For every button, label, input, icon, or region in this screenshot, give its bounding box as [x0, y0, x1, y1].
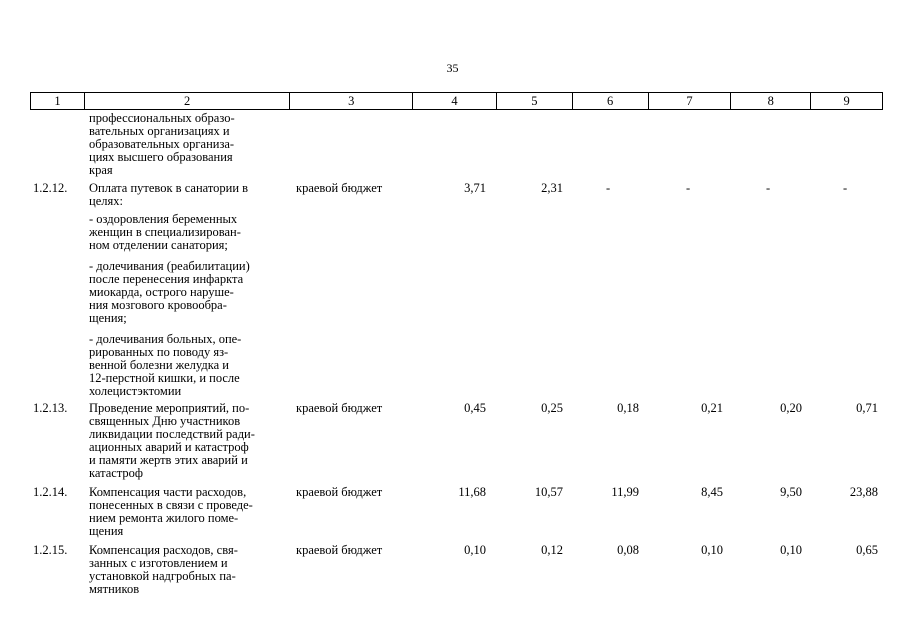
value-col-7: 8,45: [701, 485, 723, 499]
row-description: Оплата путевок в санатории в целях:: [89, 181, 249, 208]
value-col-7: 0,21: [701, 401, 723, 415]
value-col-8: 9,50: [780, 485, 802, 499]
row-code: 1.2.12.: [33, 181, 68, 195]
row-code: 1.2.15.: [33, 543, 68, 557]
list-item: - долечивания больных, опе- рированных по поводу яз- венной болезни желудка и 12-перстной кишки, и после холецистэктомии: [89, 332, 242, 398]
value-col-4: 3,71: [464, 181, 486, 195]
value-col-6: 11,99: [611, 485, 639, 499]
row-code: 1.2.13.: [33, 401, 68, 415]
header-col-1: 1: [31, 93, 85, 109]
header-col-4: 4: [413, 93, 497, 109]
header-col-5: 5: [497, 93, 573, 109]
value-col-9: 0,65: [856, 543, 878, 557]
row-source: краевой бюджет: [296, 543, 383, 557]
value-col-9: 23,88: [849, 485, 878, 499]
value-col-5: 10,57: [534, 485, 563, 499]
header-col-8: 8: [731, 93, 811, 109]
value-col-4: 0,45: [464, 401, 486, 415]
header-col-6: 6: [573, 93, 649, 109]
value-col-9: -: [843, 181, 848, 195]
list-item: - долечивания (реабилитации) после перенесения инфаркта миокарда, острого наруше- ния мозгового кровообра- щения;: [89, 259, 250, 325]
row-source: краевой бюджет: [296, 181, 383, 195]
value-col-8: -: [766, 181, 771, 195]
value-col-7: -: [686, 181, 691, 195]
list-item: - оздоровления беременных женщин в специализирован- ном отделении санатория;: [89, 212, 241, 252]
value-col-6: 0,18: [617, 401, 639, 415]
header-col-9: 9: [843, 94, 850, 108]
value-col-8: 0,10: [780, 543, 802, 557]
row-description: Компенсация части расходов, понесенных в связи с проведе- нием ремонта жилого поме- щения: [89, 485, 253, 538]
value-col-6: 0,08: [617, 543, 639, 557]
value-col-8: 0,20: [780, 401, 802, 415]
row-source: краевой бюджет: [296, 401, 383, 415]
row-description: Проведение мероприятий, по- священных Дню участников ликвидации последствий ради- ационных аварий и катастроф и памяти жертв этих аварий и катастроф: [89, 401, 255, 480]
continuation-text: профессиональных образо- вательных организациях и образовательных организа- циях высшего образования края: [89, 111, 235, 177]
value-col-5: 0,25: [541, 401, 563, 415]
page-number: 35: [446, 61, 459, 75]
header-col-7: 7: [649, 93, 732, 109]
value-col-9: 0,71: [856, 401, 878, 415]
header-col-2: 2: [85, 93, 291, 109]
value-col-4: 0,10: [464, 543, 486, 557]
value-col-4: 11,68: [458, 485, 486, 499]
value-col-6: -: [606, 181, 611, 195]
value-col-7: 0,10: [701, 543, 723, 557]
row-description: Компенсация расходов, свя- занных с изготовлением и установкой надгробных па- мятников: [89, 543, 238, 596]
row-source: краевой бюджет: [296, 485, 383, 499]
table-header: [30, 92, 883, 110]
value-col-5: 2,31: [541, 181, 563, 195]
header-col-3: 3: [290, 93, 413, 109]
value-col-5: 0,12: [541, 543, 563, 557]
row-code: 1.2.14.: [33, 485, 68, 499]
